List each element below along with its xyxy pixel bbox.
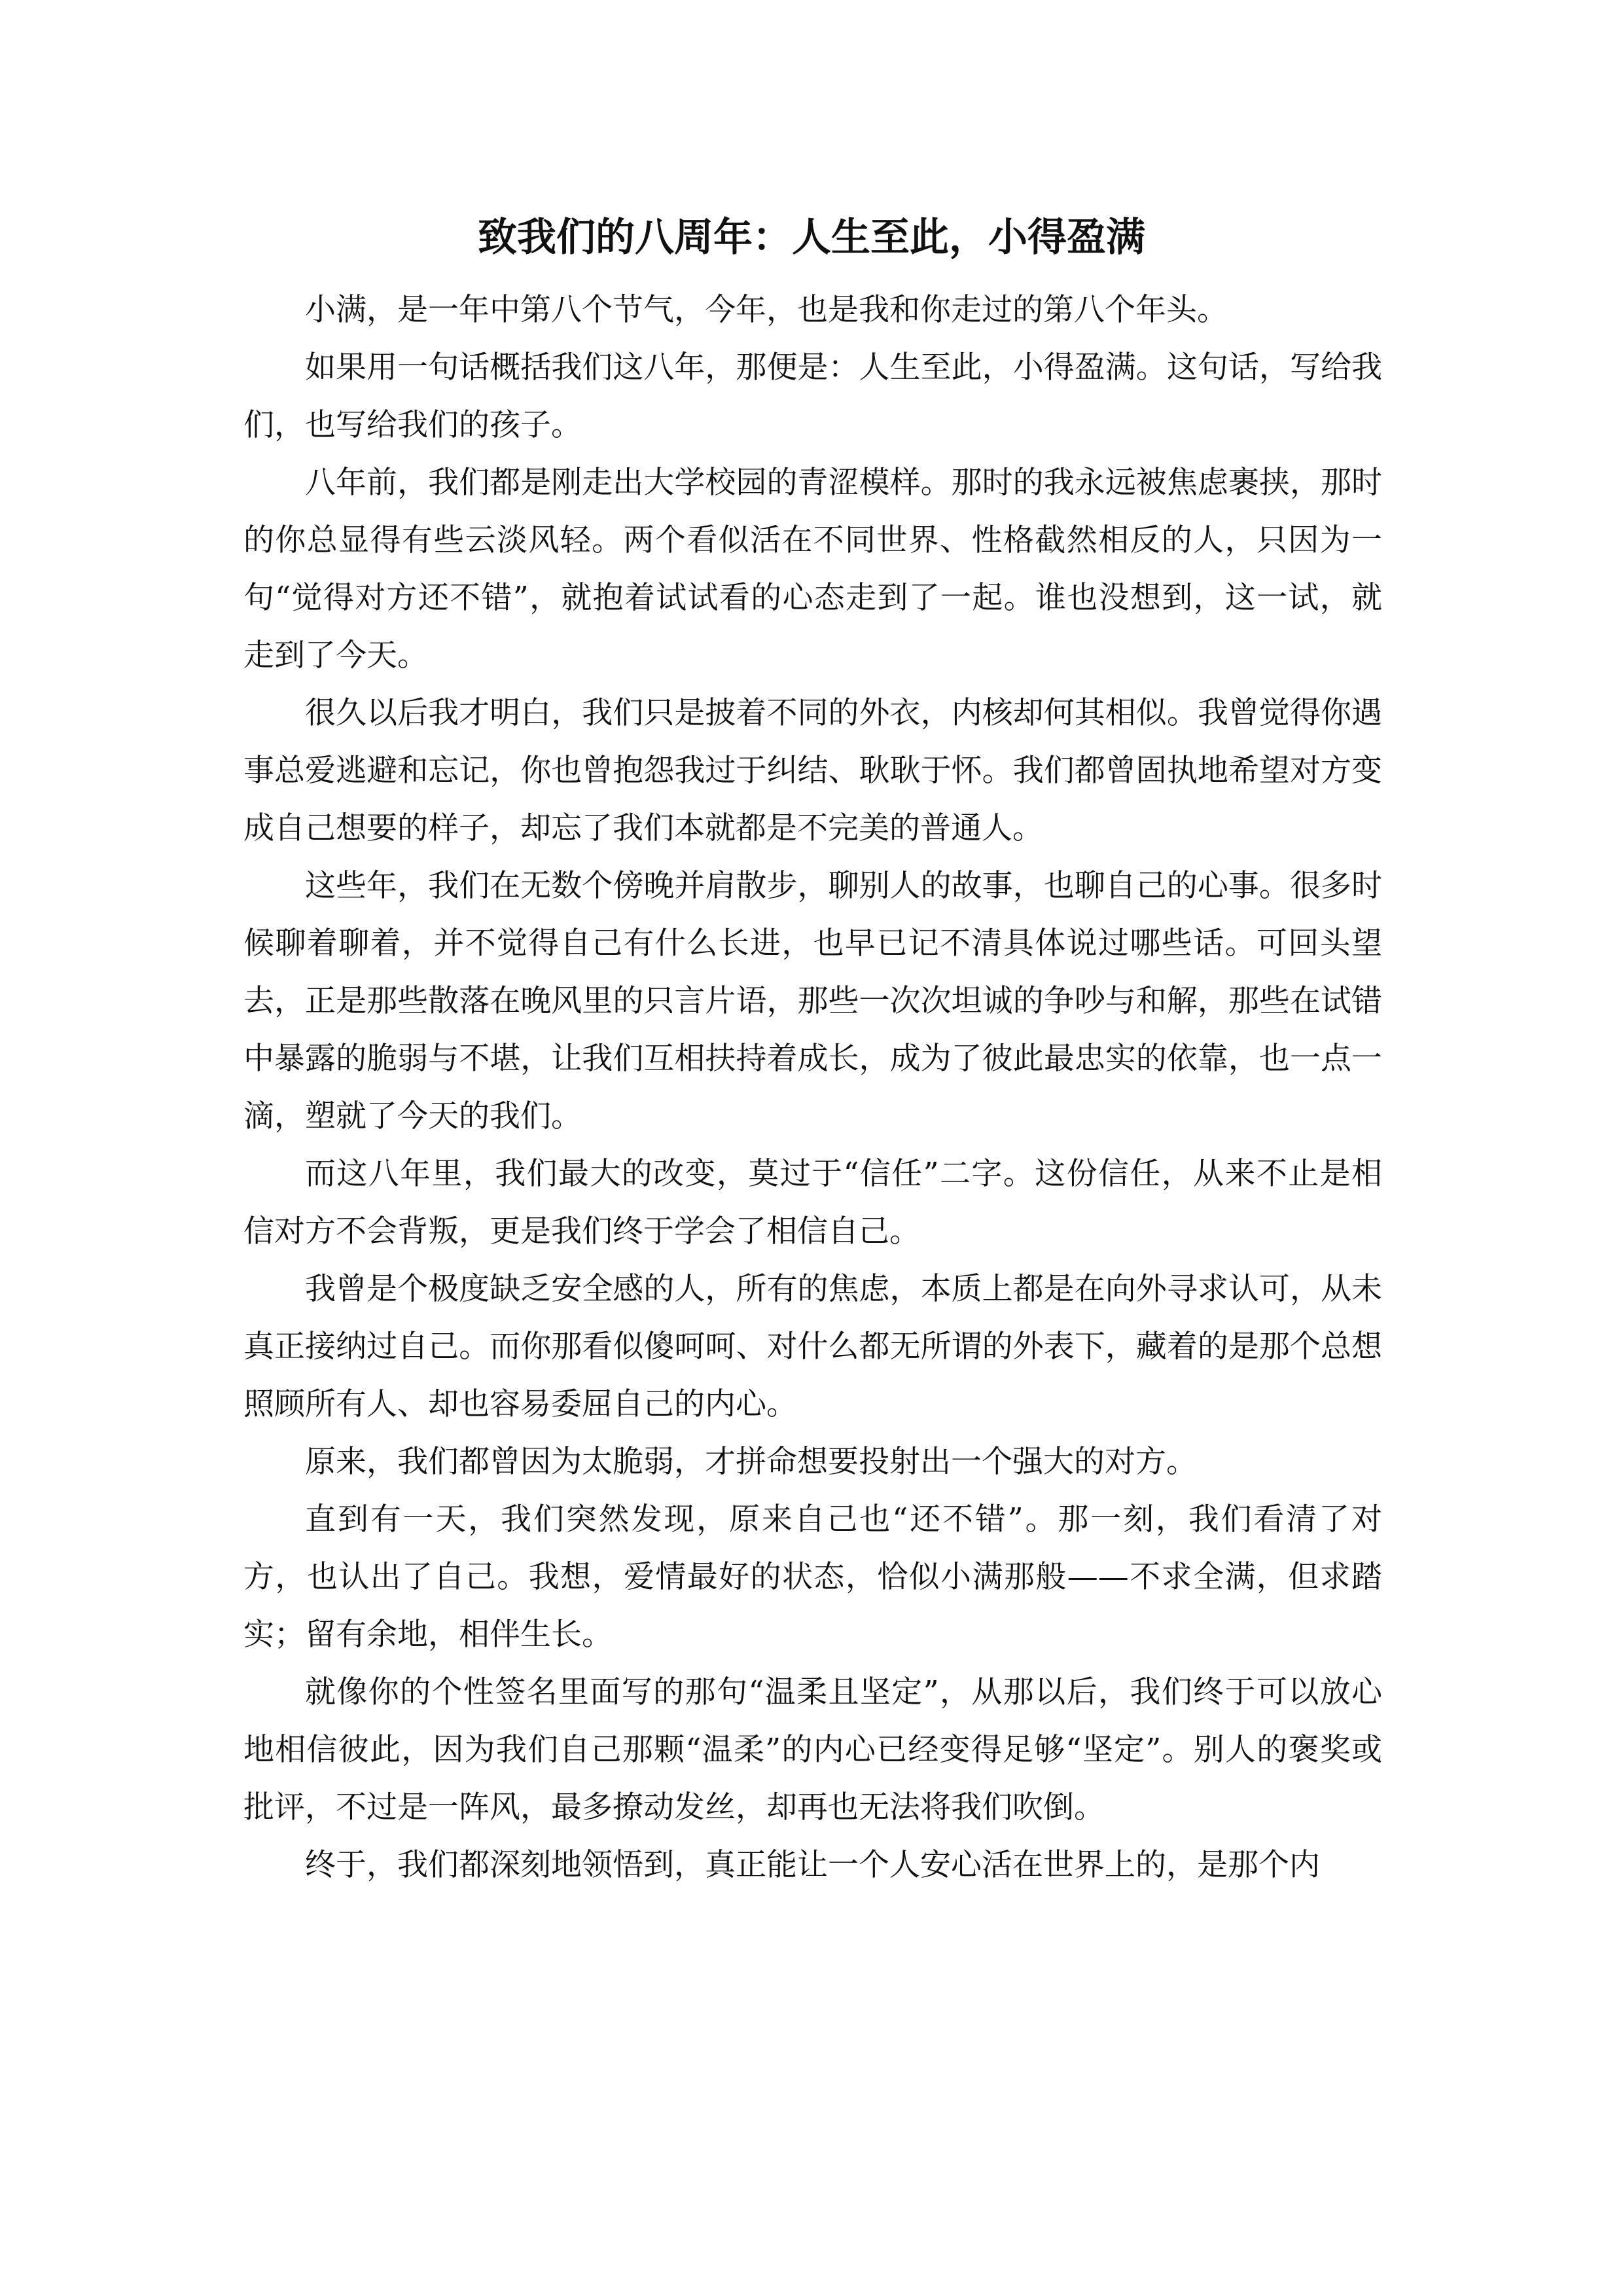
paragraph-9: 直到有一天，我们突然发现，原来自己也“还不错”。那一刻，我们看清了对方，也认出了自己。我想，爱情最好的状态，恰似小满那般——不求全满，但求踏实；留有余地，相伴生长。 [243, 1501, 1382, 1653]
paragraph-8: 原来，我们都曾因为太脆弱，才拼命想要投射出一个强大的对方。 [305, 1444, 1197, 1480]
paragraph-2: 如果用一句话概括我们这八年，那便是：人生至此，小得盈满。这句话，写给我们，也写给我们的孩子。 [243, 350, 1382, 443]
paragraph-1: 小满，是一年中第八个节气，今年，也是我和你走过的第八个年头。 [305, 292, 1228, 328]
paragraph-10: 就像你的个性签名里面写的那句“温柔且坚定”，从那以后，我们终于可以放心地相信彼此，因为我们自己那颗“温柔”的内心已经变得足够“坚定”。别人的褒奖或批评，不过是一阵风，最多撩动发丝，却再也无法将我们吹倒。 [243, 1674, 1382, 1825]
paragraph-3: 八年前，我们都是刚走出大学校园的青涩模样。那时的我永远被焦虑裹挟，那时的你总显得有些云淡风轻。两个看似活在不同世界、性格截然相反的人，只因为一句“觉得对方还不错”，就抱着试试看的心态走到了一起。谁也没想到，这一试，就走到了今天。 [243, 465, 1382, 673]
paragraph-5: 这些年，我们在无数个傍晚并肩散步，聊别人的故事，也聊自己的心事。很多时候聊着聊着，并不觉得自己有什么长进，也早已记不清具体说过哪些话。可回头望去，正是那些散落在晚风里的只言片语，那些一次次坦诚的争吵与和解，那些在试错中暴露的脆弱与不堪，让我们互相扶持着成长，成为了彼此最忠实的依靠，也一点一滴，塑就了今天的我们。 [243, 868, 1382, 1134]
document-body [243, 281, 1382, 1894]
document-title: 致我们的八周年：人生至此，小得盈满 [478, 215, 1145, 260]
paragraph-7: 我曾是个极度缺乏安全感的人，所有的焦虑，本质上都是在向外寻求认可，从未真正接纳过自己。而你那看似傻呵呵、对什么都无所谓的外表下，藏着的是那个总想照顾所有人、却也容易委屈自己的内心。 [243, 1271, 1382, 1422]
paragraph-6: 而这八年里，我们最大的改变，莫过于“信任”二字。这份信任，从来不止是相信对方不会背叛，更是我们终于学会了相信自己。 [243, 1156, 1382, 1249]
paragraph-11: 终于，我们都深刻地领悟到，真正能让一个人安心活在世界上的，是那个内 [305, 1847, 1320, 1883]
paragraph-4: 很久以后我才明白，我们只是披着不同的外衣，内核却何其相似。我曾觉得你遇事总爱逃避和忘记，你也曾抱怨我过于纠结、耿耿于怀。我们都曾固执地希望对方变成自己想要的样子，却忘了我们本就都是不完美的普通人。 [243, 695, 1382, 846]
